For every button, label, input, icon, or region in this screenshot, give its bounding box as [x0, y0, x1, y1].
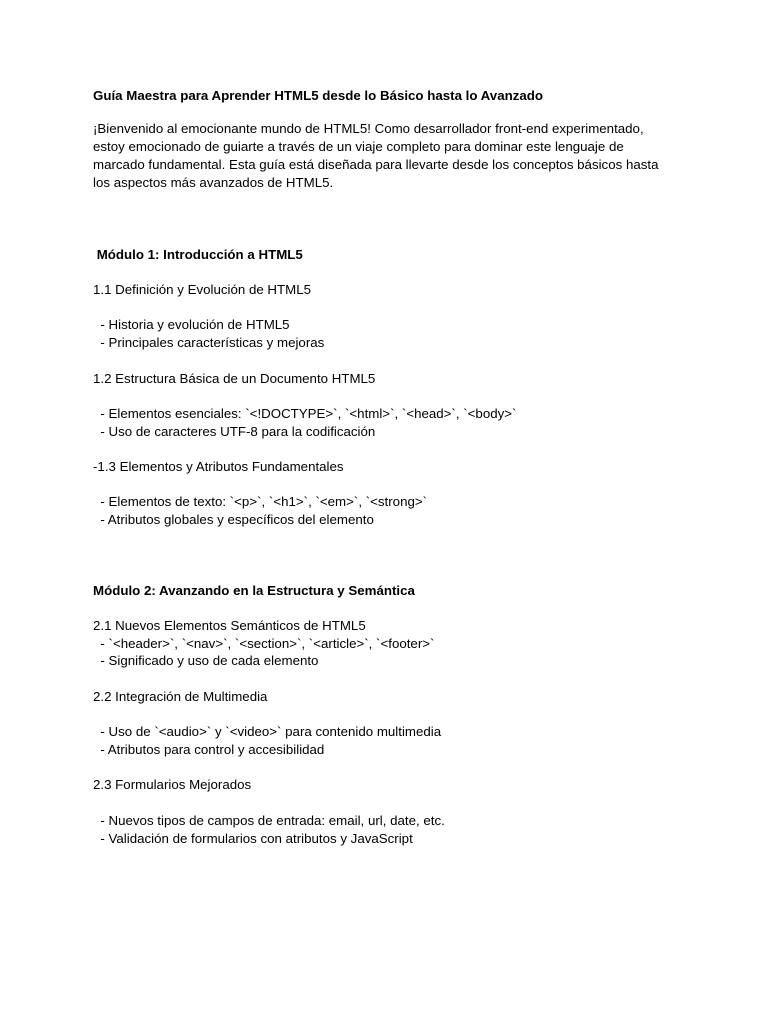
list-item: - Validación de formularios con atributos y JavaScript [93, 831, 413, 846]
list-item: - Elementos esenciales: `<!DOCTYPE>`, `<html>`, `<head>`, `<body>` [93, 406, 517, 421]
list-item: - Uso de caracteres UTF-8 para la codificación [93, 424, 376, 439]
list-item: - Elementos de texto: `<p>`, `<h1>`, `<em>`, `<strong>` [93, 494, 428, 509]
list-item: - Uso de `<audio>` y `<video>` para contenido multimedia [93, 724, 442, 739]
list-item: - Atributos para control y accesibilidad [93, 742, 325, 757]
list-item: - Historia y evolución de HTML5 [93, 317, 290, 332]
list-item: - Significado y uso de cada elemento [93, 653, 319, 668]
section-2-3-title: 2.3 Formularios Mejorados [93, 777, 252, 792]
intro-paragraph: ¡Bienvenido al emocionante mundo de HTML5! Como desarrollador front-end experimentado, estoy emocionado de guiarte a través de un viaje completo para dominar este lenguaje de marcado fundamental. Esta guía está diseñada para llevarte desde los conceptos básicos hasta los aspectos más avanzados de HTML5. [93, 121, 659, 190]
list-item: - Nuevos tipos de campos de entrada: email, url, date, etc. [93, 813, 445, 828]
section-1-3-title: -1.3 Elementos y Atributos Fundamentales [93, 459, 344, 474]
list-item: - `<header>`, `<nav>`, `<section>`, `<article>`, `<footer>` [93, 636, 435, 651]
module-2-heading: Módulo 2: Avanzando en la Estructura y Semántica [93, 583, 415, 598]
section-1-2-title: 1.2 Estructura Básica de un Documento HTML5 [93, 371, 376, 386]
list-item: - Principales características y mejoras [93, 335, 325, 350]
list-item: - Atributos globales y específicos del elemento [93, 512, 374, 527]
section-2-1-title: 2.1 Nuevos Elementos Semánticos de HTML5 [93, 618, 366, 633]
module-1-heading: Módulo 1: Introducción a HTML5 [93, 247, 303, 262]
document-title: Guía Maestra para Aprender HTML5 desde lo Básico hasta lo Avanzado [93, 88, 543, 103]
section-1-1-title: 1.1 Definición y Evolución de HTML5 [93, 282, 312, 297]
section-2-2-title: 2.2 Integración de Multimedia [93, 689, 268, 704]
